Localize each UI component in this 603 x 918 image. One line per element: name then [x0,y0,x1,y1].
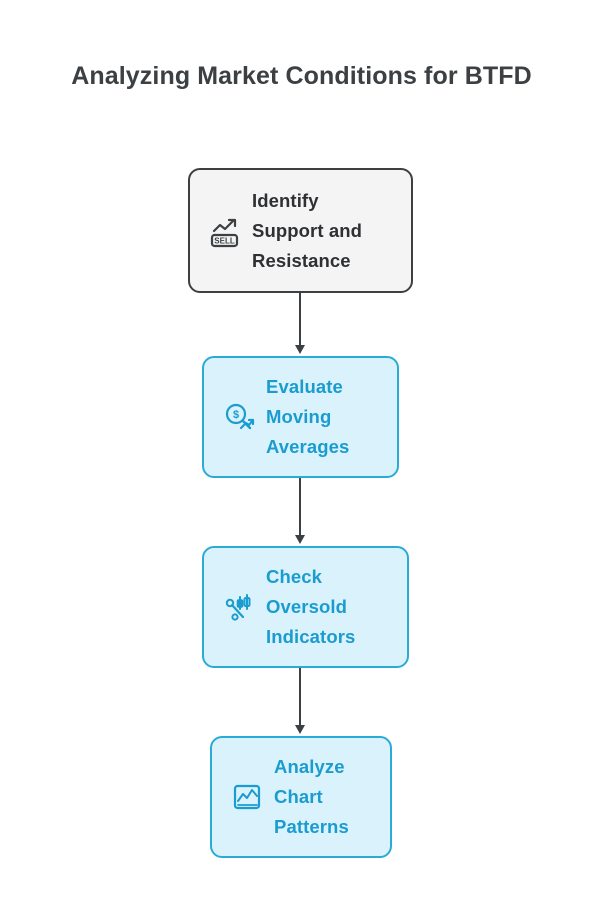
label-line: Chart [274,786,323,807]
flow-node-label [274,752,349,842]
connector-2 [299,478,301,536]
label-line: Check [266,566,323,587]
flow-node-evaluate-moving-averages[interactable] [202,356,399,478]
flow-node-label [266,372,349,462]
flow-node-analyze-chart-patterns[interactable] [210,736,392,858]
flow-node-check-oversold-indicators[interactable] [202,546,409,668]
page-title: Analyzing Market Conditions for BTFD [71,62,532,90]
candlestick-indicator-icon [218,586,260,628]
label-line: Analyze [274,756,345,777]
line-chart-icon [226,776,268,818]
flow-node-identify-support-resistance[interactable] [188,168,413,293]
label-line: Patterns [274,816,349,837]
svg-text:SELL: SELL [214,236,235,245]
flow-node-label [266,562,355,652]
svg-text:$: $ [232,409,240,421]
label-line: Evaluate [266,376,343,397]
label-line: Indicators [266,626,356,647]
sell-chart-icon [204,210,246,252]
flow-node-label [252,186,362,276]
label-line: Support and [252,219,363,241]
label-line: Identify [252,189,319,211]
label-line: Averages [266,436,350,457]
dollar-magnifier-icon [218,396,260,438]
connector-3 [299,668,301,726]
connector-1 [299,293,301,346]
label-line: Moving [266,406,332,427]
label-line: Oversold [266,596,347,617]
label-line: Resistance [252,249,351,271]
